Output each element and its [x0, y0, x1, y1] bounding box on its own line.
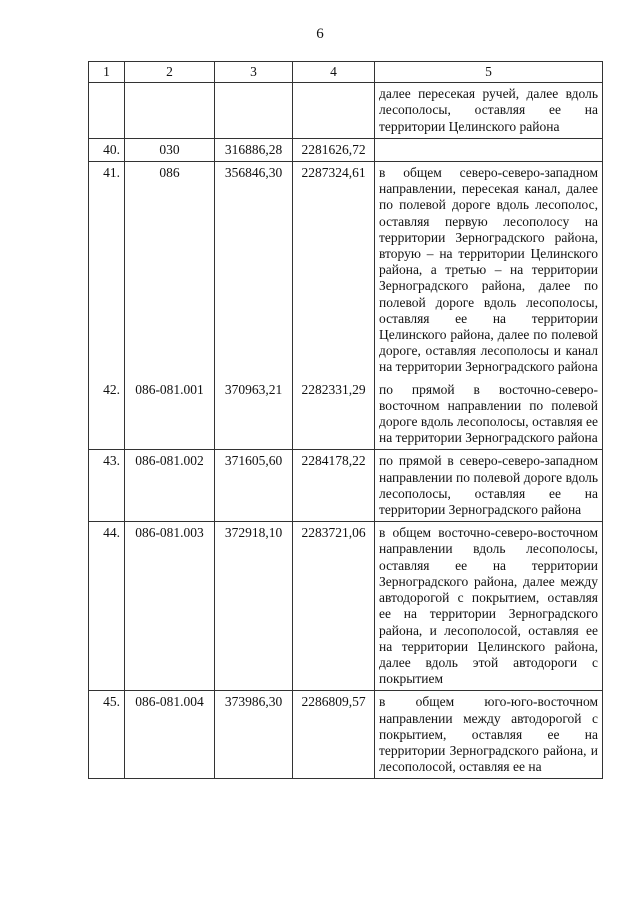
- table-row: [89, 379, 603, 450]
- row-number: 42.: [89, 379, 125, 450]
- row-number: [89, 83, 125, 139]
- coord-x: 316886,28: [215, 138, 293, 161]
- header-col-3: 3: [215, 62, 293, 83]
- boundary-description: по прямой в северо-северо-западном направлении по полевой дороге вдоль лесополосы, оставляя ее на территории Зерноградского района: [375, 450, 603, 522]
- coord-y: 2286809,57: [293, 691, 375, 779]
- boundary-description: в общем северо-северо-западном направлении, пересекая канал, далее по полевой дороге вдоль лесополос, оставляя первую лесополосу на территории Зерноградского района, вторую – на территории Целинского района, а третью – на территории Зерноградского района, далее по полевой дороге вдоль лесополосы, оставляя ее на территории Целинского района, далее по полевой дороге, оставляя лесополосы и канал на территории Зерноградского района: [375, 162, 603, 379]
- point-code: 086-081.004: [125, 691, 215, 779]
- table-header-row: [89, 62, 603, 83]
- point-code: [125, 83, 215, 139]
- coord-x: 372918,10: [215, 522, 293, 691]
- coord-y: 2284178,22: [293, 450, 375, 522]
- boundary-description: далее пересекая ручей, далее вдоль лесополосы, оставляя ее на территории Целинского района: [375, 83, 603, 139]
- point-code: 030: [125, 138, 215, 161]
- row-number: 40.: [89, 138, 125, 161]
- coord-y: [293, 83, 375, 139]
- coord-y: 2283721,06: [293, 522, 375, 691]
- point-code: 086-081.001: [125, 379, 215, 450]
- point-code: 086: [125, 162, 215, 379]
- coord-y: 2287324,61: [293, 162, 375, 379]
- table-row: [89, 522, 603, 691]
- point-code: 086-081.003: [125, 522, 215, 691]
- coord-x: 356846,30: [215, 162, 293, 379]
- table-row: [89, 83, 603, 139]
- point-code: 086-081.002: [125, 450, 215, 522]
- header-col-5: 5: [375, 62, 603, 83]
- coord-x: 373986,30: [215, 691, 293, 779]
- coord-x: [215, 83, 293, 139]
- page-number: 6: [316, 26, 324, 42]
- table-row: [89, 138, 603, 161]
- boundary-description: по прямой в восточно-северо-восточном направлении по полевой дороге вдоль лесополосы, оставляя ее на территории Зерноградского района: [375, 379, 603, 450]
- boundary-description: в общем восточно-северо-восточном направлении вдоль лесополосы, оставляя ее на территории Зерноградского района, далее между автодорогой с покрытием, оставляя ее на территории Зерноградского района, и лесополосой, оставляя ее на территории Целинского района, далее вдоль этой автодороги с покрытием: [375, 522, 603, 691]
- header-col-1: 1: [89, 62, 125, 83]
- row-number: 44.: [89, 522, 125, 691]
- boundary-description: [375, 138, 603, 161]
- boundary-table: [88, 61, 603, 779]
- boundary-description: в общем юго-юго-восточном направлении между автодорогой с покрытием, оставляя ее на территории Зерноградского района, и лесополосой, оставляя ее на: [375, 691, 603, 779]
- coord-y: 2281626,72: [293, 138, 375, 161]
- header-col-2: 2: [125, 62, 215, 83]
- row-number: 41.: [89, 162, 125, 379]
- row-number: 45.: [89, 691, 125, 779]
- table-row: [89, 691, 603, 779]
- table-row: [89, 450, 603, 522]
- row-number: 43.: [89, 450, 125, 522]
- table-row: [89, 162, 603, 379]
- header-col-4: 4: [293, 62, 375, 83]
- coord-x: 370963,21: [215, 379, 293, 450]
- coord-x: 371605,60: [215, 450, 293, 522]
- coord-y: 2282331,29: [293, 379, 375, 450]
